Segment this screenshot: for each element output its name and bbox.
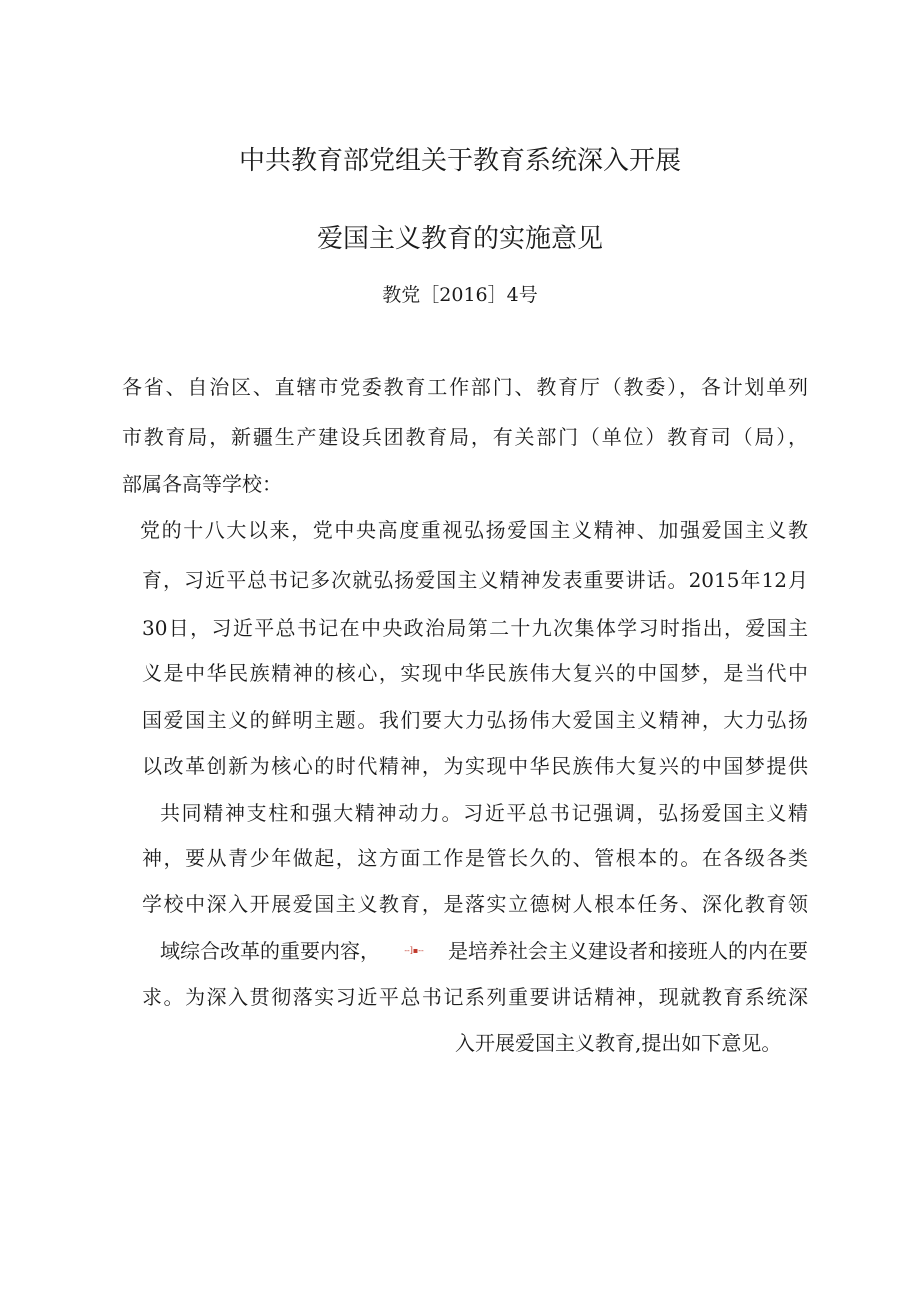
- body-line-8: 神，要从青少年做起，这方面工作是管长久的、管根本的。在各级各类: [142, 846, 808, 870]
- body-line-9: 学校中深入开展爱国主义教育，是落实立德树人根本任务、深化教育领: [142, 892, 808, 916]
- body-line-3: 30日，习近平总书记在中央政治局第二十九次集体学习时指出，爱国主: [142, 616, 808, 640]
- body-line-10-end: 是培养社会主义建设者和接班人的内在要: [447, 939, 808, 963]
- addressee-line-3: 部属各高等学校：: [122, 472, 282, 496]
- body-line-5: 国爱国主义的鲜明主题。我们要大力弘扬伟大爱国主义精神，大力弘扬: [142, 708, 808, 732]
- body-line-10-start: 域综合改革的重要内容，: [160, 939, 380, 963]
- document-title-line-1: 中共教育部党组关于教育系统深入开展: [238, 146, 681, 176]
- addressee-line-2: 市教育局，新疆生产建设兵团教育局，有关部门（单位）教育司（局），: [122, 425, 808, 449]
- body-line-11: 求。为深入贯彻落实习近平总书记系列重要讲话精神，现就教育系统深: [142, 985, 808, 1009]
- body-line-6: 以改革创新为核心的时代精神，为实现中华民族伟大复兴的中国梦提供: [142, 754, 808, 778]
- edit-mark-icon: --]▪--: [404, 946, 424, 955]
- body-line-2: 育，习近平总书记多次就弘扬爱国主义精神发表重要讲话。2015年12月: [142, 568, 808, 592]
- body-line-4: 义是中华民族精神的核心，实现中华民族伟大复兴的中国梦，是当代中: [142, 661, 808, 685]
- body-line-10: [160, 937, 808, 965]
- document-number: 教党［2016］4号: [382, 284, 538, 306]
- body-line-1: 党的十八大以来，党中央高度重视弘扬爱国主义精神、加强爱国主义教: [140, 518, 808, 542]
- body-line-12: 入开展爱国主义教育,提出如下意见。: [455, 1031, 782, 1055]
- body-line-7: 共同精神支柱和强大精神动力。习近平总书记强调，弘扬爱国主义精: [160, 801, 808, 825]
- document-title-line-2: 爱国主义教育的实施意见: [316, 224, 603, 254]
- addressee-line-1: 各省、自治区、直辖市党委教育工作部门、教育厅（教委），各计划单列: [122, 375, 808, 399]
